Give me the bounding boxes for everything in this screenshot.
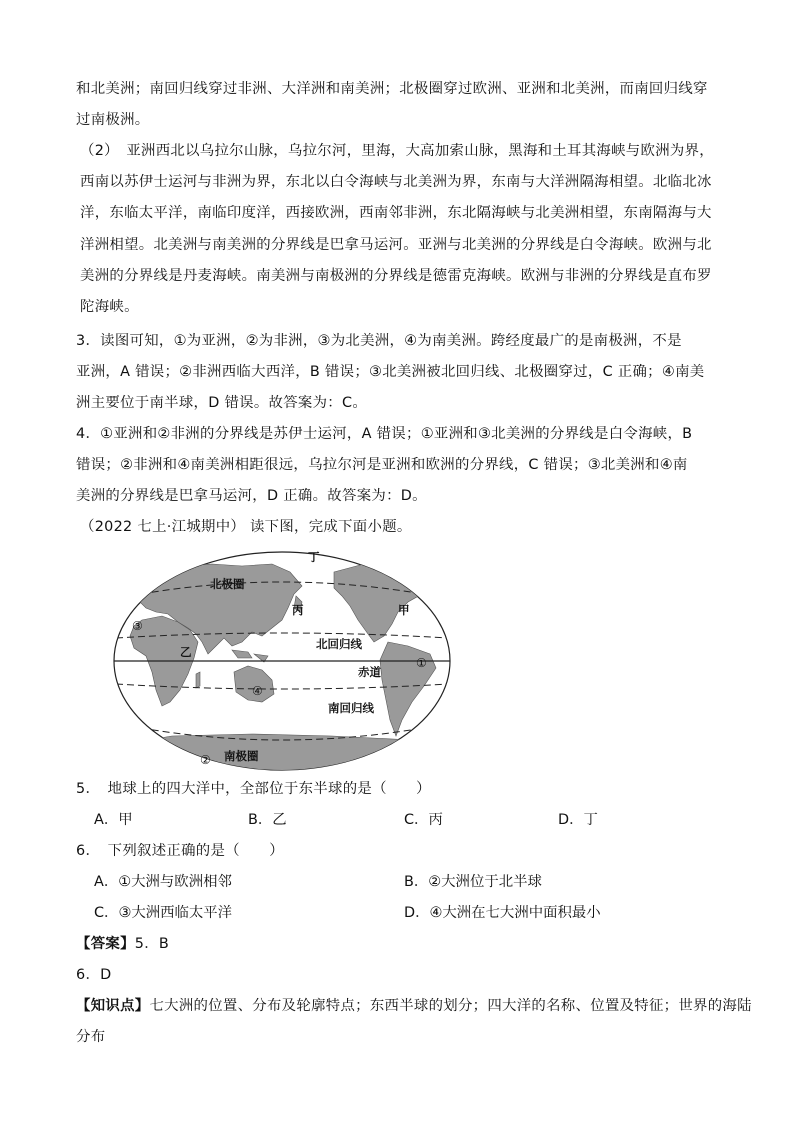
text-line: 西南以苏伊士运河与非洲为界，东北以白令海峡与北美洲为界，东南与大洋洲隔海相望。北临北冰 (80, 174, 712, 191)
label-arctic-circle: 北极圈 (210, 577, 245, 591)
text-line: （2） 亚洲西北以乌拉尔山脉，乌拉尔河，里海，大高加索山脉，黑海和土耳其海峡与欧洲为界， (80, 143, 714, 159)
text-line: 陀海峡。 (80, 299, 139, 316)
question-stem: 6． 下列叙述正确的是（ ） (76, 843, 284, 859)
q6-option-b: B．②大洲位于北半球 (404, 874, 542, 890)
knowledge-text-2: 分布 (76, 1029, 106, 1046)
landmass-greenland (390, 556, 424, 574)
text-line: 和北美洲；南回归线穿过非洲、大洋洲和南美洲；北极圈穿过欧洲、亚洲和北美洲，而南回归线穿 (76, 81, 708, 97)
text-line: 错误；②非洲和④南美洲相距很远，乌拉尔河是亚洲和欧洲的分界线，C 错误；③北美洲和④南 (76, 457, 688, 474)
question-stem: 5． 地球上的四大洋中，全部位于东半球的是（ ） (76, 781, 431, 797)
label-continent-1: ① (416, 656, 427, 670)
text-line: 美洲的分界线是丹麦海峡。南美洲与南极洲的分界线是德雷克海峡。欧洲与非洲的分界线是直布罗 (80, 267, 712, 284)
question6-stem (76, 836, 726, 867)
text-line: 过南极洲。 (76, 112, 150, 129)
intro-paragraph (76, 74, 726, 136)
q6-option-d: D．④大洲在七大洲中面积最小 (404, 905, 601, 921)
part2-paragraph (80, 136, 730, 323)
answer-5: 5．B (134, 936, 170, 952)
q5-option-d: D．丁 (558, 812, 598, 828)
answer-block (76, 929, 726, 991)
label-jia: 甲 (398, 603, 410, 617)
answer-6: 6．D (76, 967, 112, 984)
q6-option-c: C．③大洲西临太平洋 (94, 905, 233, 921)
knowledge-block (76, 991, 752, 1053)
answer-tag: 【答案】 (76, 936, 135, 952)
text-line: 美洲的分界线是巴拿马运河，D 正确。故答案为：D。 (76, 488, 427, 505)
question3-explanation (76, 326, 726, 420)
label-continent-2: ② (200, 753, 211, 767)
world-map (112, 550, 452, 772)
source-line: （2022 七上·江城期中） 读下图，完成下面小题。 (80, 519, 412, 535)
text-line: 洋洲相望。北美洲与南美洲的分界线是巴拿马运河。亚洲与北美洲的分界线是白令海峡。欧洲与北 (80, 236, 712, 253)
label-continent-4: ④ (252, 684, 263, 698)
q6-option-a: A．①大洲与欧洲相邻 (94, 874, 232, 890)
text-line: 3．读图可知，①为亚洲，②为非洲，③为北美洲，④为南美洲。跨经度最广的是南极洲，不是 (76, 333, 682, 349)
knowledge-tag: 【知识点】 (76, 998, 150, 1014)
landmass-madagascar (196, 672, 200, 688)
q5-option-a: A．甲 (94, 812, 133, 828)
label-tropic-of-capricorn: 南回归线 (328, 701, 374, 715)
q5-option-c: C．丙 (404, 812, 443, 828)
question4-explanation (76, 419, 726, 513)
answer-line (76, 929, 726, 960)
label-tropic-of-cancer: 北回归线 (316, 637, 362, 651)
text-line: 洲主要位于南半球，D 错误。故答案为：C。 (76, 395, 368, 412)
knowledge-line (76, 991, 752, 1022)
label-ding: 丁 (308, 550, 320, 564)
landmass-antarctica (112, 734, 452, 772)
label-equator: 赤道 (358, 665, 381, 679)
text-line: 4．①亚洲和②非洲的分界线是苏伊士运河，A 错误；①亚洲和③北美洲的分界线是白令海峡，B (76, 426, 693, 442)
label-antarctic-circle: 南极圈 (224, 749, 259, 763)
question-source (80, 512, 730, 543)
text-line: 亚洲，A 错误；②非洲西临大西洋，B 错误；③北美洲被北回归线、北极圈穿过，C 正确；④南美 (76, 364, 705, 381)
knowledge-text: 七大洲的位置、分布及轮廓特点；东西半球的划分；四大洋的名称、位置及特征；世界的海陆 (149, 998, 752, 1014)
world-map-figure (112, 550, 452, 772)
text-line: 洋，东临太平洋，南临印度洋，西接欧洲，西南邻非洲，东北隔海峡与北美洲相望，东南隔海与大 (80, 205, 712, 222)
label-yi: 乙 (180, 645, 192, 659)
label-bing: 丙 (292, 603, 304, 617)
question5-stem (76, 774, 726, 805)
q5-option-b: B．乙 (248, 812, 287, 828)
label-continent-3: ③ (132, 619, 143, 633)
